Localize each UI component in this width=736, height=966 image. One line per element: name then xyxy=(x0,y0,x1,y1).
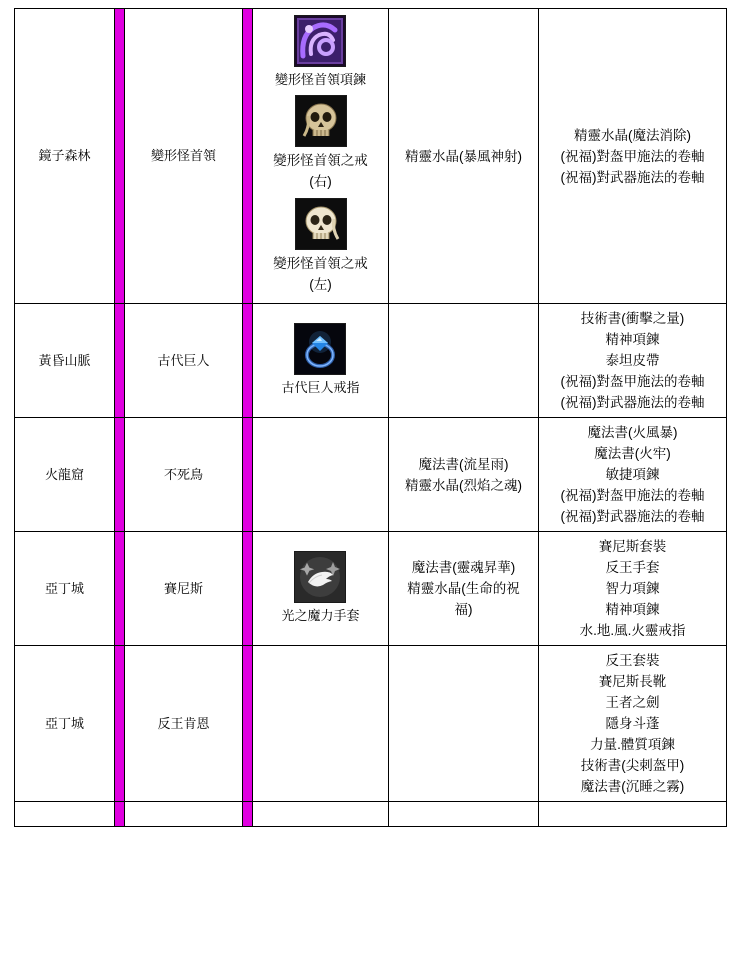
drop-line: 福) xyxy=(454,602,473,617)
drop-line: 精神項鍊 xyxy=(605,602,660,617)
drops-cell xyxy=(539,646,727,802)
amulet-purple-icon xyxy=(294,15,346,67)
drop-line: (祝福)對盔甲施法的卷軸 xyxy=(560,148,705,164)
drop-line: 精靈水晶(暴風神射) xyxy=(405,148,522,164)
column-divider xyxy=(243,304,253,418)
drop-line: 魔法書(火牢) xyxy=(594,446,671,461)
column-divider xyxy=(243,646,253,802)
item-label: 變形怪首領之戒 (左) xyxy=(273,256,368,292)
drop-line: 魔法書(流星雨) xyxy=(418,456,509,472)
list-item xyxy=(273,95,368,192)
table-row-partial xyxy=(15,802,727,827)
drops-cell xyxy=(539,9,727,304)
light-glove-icon xyxy=(294,551,346,603)
drop-line: 反王手套 xyxy=(605,560,660,575)
drop-line: (祝福)對盔甲施法的卷軸 xyxy=(560,488,705,503)
middle-drop-cell xyxy=(389,646,539,802)
drop-line: 反王套裝 xyxy=(605,653,660,668)
table-row xyxy=(15,304,727,418)
drops-cell xyxy=(539,532,727,646)
column-divider xyxy=(115,646,125,802)
drop-line: (祝福)對武器施法的卷軸 xyxy=(560,509,705,524)
drop-line: 力量.體質項鍊 xyxy=(590,737,675,752)
table-row xyxy=(15,532,727,646)
column-divider xyxy=(243,9,253,304)
drop-line: 精靈水晶(烈焰之魂) xyxy=(405,477,522,493)
column-divider xyxy=(115,304,125,418)
drop-line: 魔法書(沉睡之霧) xyxy=(580,779,685,794)
drops-cell xyxy=(539,418,727,532)
drop-line: 水.地.風.火靈戒指 xyxy=(579,623,686,638)
map-name-cell: 鏡子森林 xyxy=(15,9,115,304)
list-item xyxy=(281,323,359,397)
map-name-cell: 亞丁城 xyxy=(15,646,115,802)
map-name-cell: 亞丁城 xyxy=(15,532,115,646)
item-list-cell xyxy=(253,802,389,827)
column-divider xyxy=(115,802,125,827)
drop-line: 敏捷項鍊 xyxy=(605,467,660,482)
middle-drop-cell xyxy=(389,418,539,532)
skull-ring-left-icon xyxy=(295,198,347,250)
blue-ring-icon xyxy=(294,323,346,375)
boss-name-cell: 賽尼斯 xyxy=(125,532,243,646)
list-item xyxy=(275,15,366,89)
list-item xyxy=(273,198,368,295)
table-row xyxy=(15,646,727,802)
drop-line: 技術書(衝擊之量) xyxy=(580,311,685,326)
drop-line: 魔法書(火風暴) xyxy=(587,425,678,440)
column-divider xyxy=(243,418,253,532)
boss-name-cell: 變形怪首領 xyxy=(125,9,243,304)
drop-line: 精靈水晶(魔法消除) xyxy=(574,127,691,143)
item-label: 變形怪首領之戒 (右) xyxy=(273,153,368,189)
drops-cell xyxy=(539,802,727,827)
drop-line: (祝福)對武器施法的卷軸 xyxy=(560,169,705,185)
drop-line: 精神項鍊 xyxy=(605,332,660,347)
drop-line: 隱身斗蓬 xyxy=(605,716,660,731)
drop-line: 魔法書(靈魂昇華) xyxy=(411,560,516,575)
item-list-cell xyxy=(253,304,389,418)
drop-line: 泰坦皮帶 xyxy=(605,353,660,368)
item-list-cell xyxy=(253,9,389,304)
drops-cell xyxy=(539,304,727,418)
drop-line: 智力項鍊 xyxy=(605,581,660,596)
item-label: 古代巨人戒指 xyxy=(281,379,360,395)
middle-drop-cell xyxy=(389,802,539,827)
map-name-cell: 火龍窟 xyxy=(15,418,115,532)
drop-line: 王者之劍 xyxy=(605,695,660,710)
column-divider xyxy=(115,532,125,646)
table-row xyxy=(15,9,727,304)
drop-line: (祝福)對武器施法的卷軸 xyxy=(560,395,705,410)
drop-line: (祝福)對盔甲施法的卷軸 xyxy=(560,374,705,389)
loot-table xyxy=(14,8,727,827)
boss-name-cell: 反王肯恩 xyxy=(125,646,243,802)
table-row xyxy=(15,418,727,532)
column-divider xyxy=(243,532,253,646)
middle-drop-cell xyxy=(389,304,539,418)
drop-line: 技術書(尖刺盔甲) xyxy=(580,758,685,773)
boss-name-cell: 古代巨人 xyxy=(125,304,243,418)
item-label: 變形怪首領項鍊 xyxy=(274,72,366,87)
map-name-cell: 黃昏山脈 xyxy=(15,304,115,418)
column-divider xyxy=(115,418,125,532)
column-divider xyxy=(115,9,125,304)
item-list-cell xyxy=(253,646,389,802)
boss-name-cell: 不死鳥 xyxy=(125,418,243,532)
middle-drop-cell xyxy=(389,9,539,304)
drop-line: 賽尼斯長靴 xyxy=(598,674,667,689)
middle-drop-cell xyxy=(389,532,539,646)
column-divider xyxy=(243,802,253,827)
boss-name-cell xyxy=(125,802,243,827)
drop-line: 精靈水晶(生命的祝 xyxy=(407,581,520,596)
item-list-cell xyxy=(253,418,389,532)
drop-line: 賽尼斯套裝 xyxy=(598,539,667,554)
item-label: 光之魔力手套 xyxy=(281,607,360,623)
list-item xyxy=(281,551,359,625)
skull-ring-right-icon xyxy=(295,95,347,147)
map-name-cell xyxy=(15,802,115,827)
item-list-cell xyxy=(253,532,389,646)
